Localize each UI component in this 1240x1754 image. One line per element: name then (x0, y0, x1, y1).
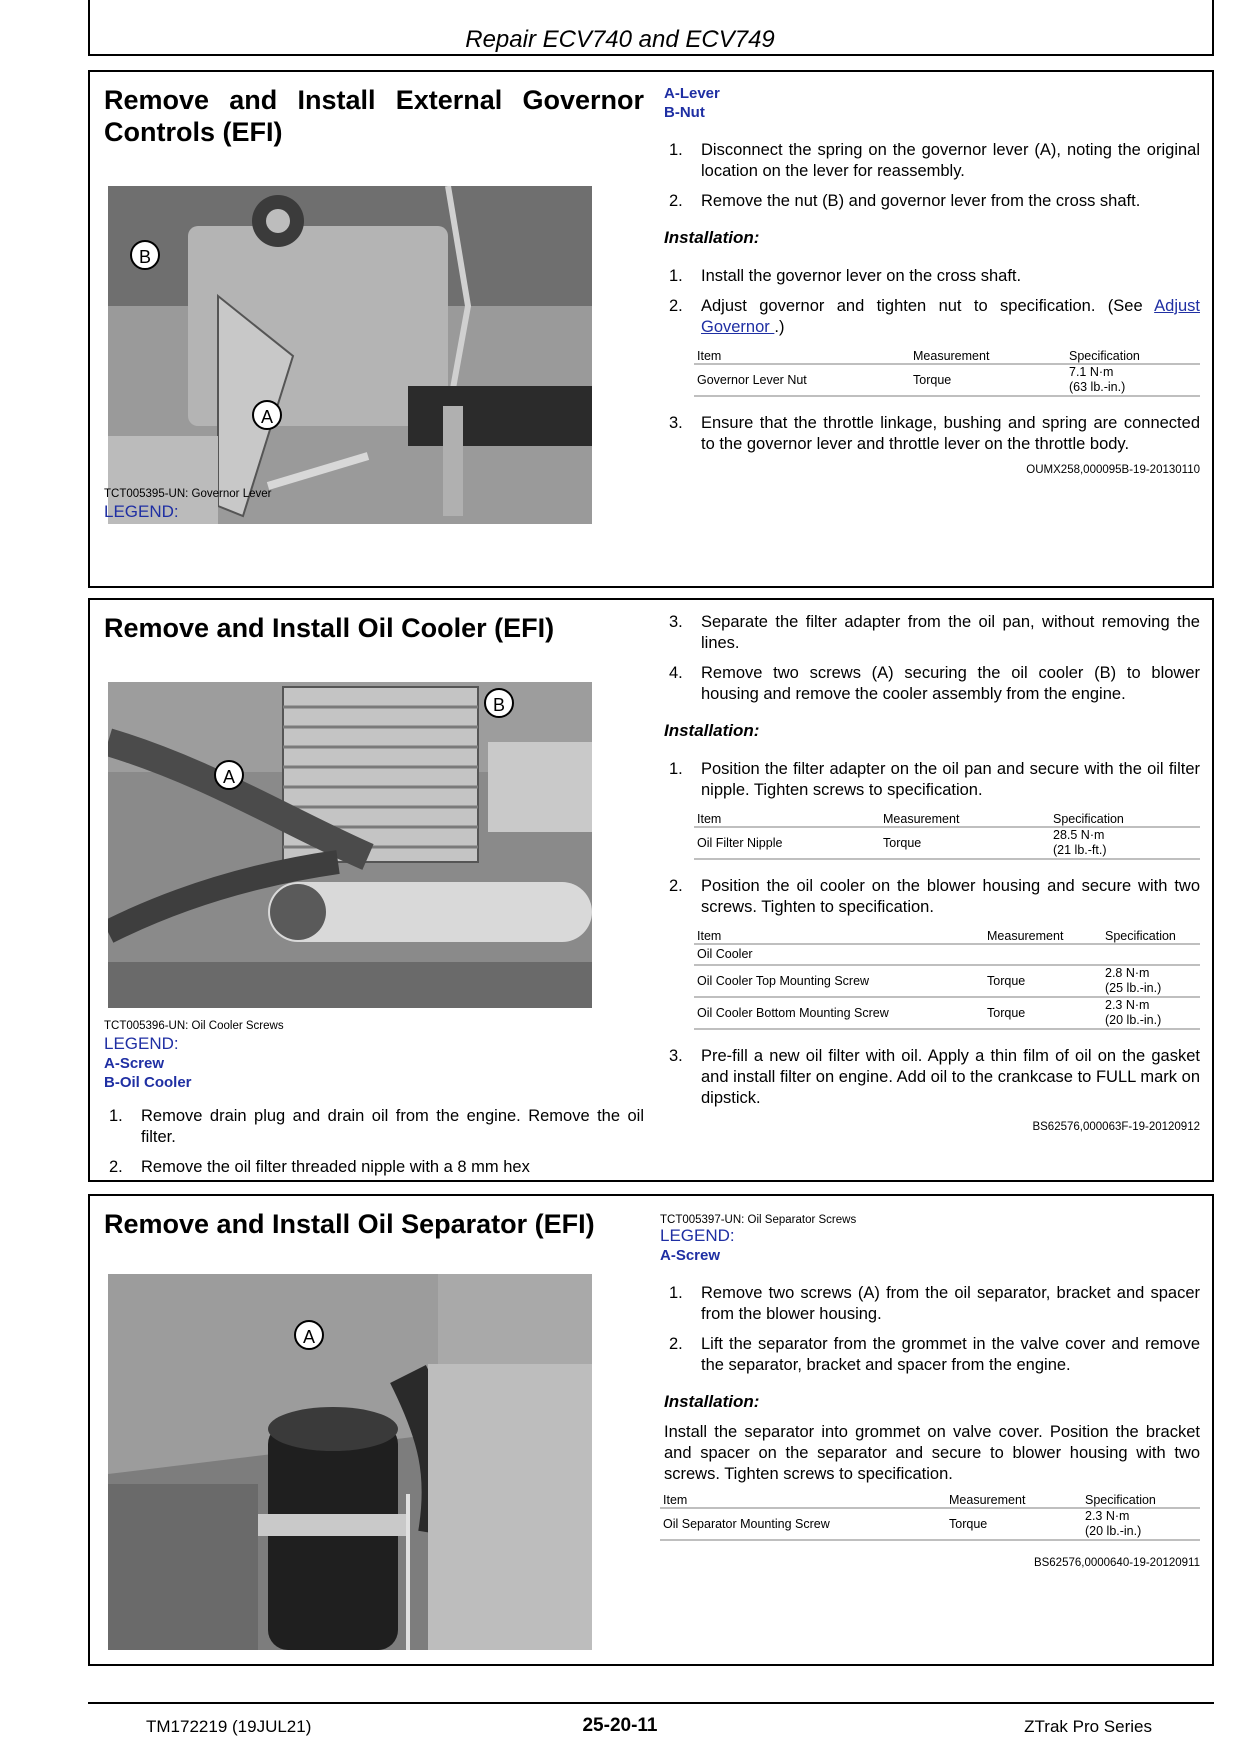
step-number: 4. (669, 664, 683, 682)
legend-item-a-screw: A-Screw (104, 1055, 165, 1072)
step-text: Remove two screws (A) securing the oil cooler (B) to blower housing and remove the cooler assembly from the engine. (701, 664, 1200, 703)
legend-item-b-nut: B-Nut (664, 104, 705, 121)
table-cell: Torque (910, 364, 1066, 396)
section2-right-column (664, 600, 1200, 1133)
table-header: Item (660, 1491, 946, 1508)
list-item (664, 191, 1200, 212)
spec-imperial: (20 lb.-in.) (1085, 1524, 1142, 1538)
spec-imperial: (25 lb.-in.) (1105, 981, 1162, 995)
section-governor-controls (88, 70, 1214, 588)
oil-cooler-photo (108, 682, 592, 1008)
section3-removal-steps (664, 1283, 1200, 1376)
step-text-end: .) (774, 318, 785, 336)
step-number: 2. (669, 297, 683, 315)
step-number: 1. (109, 1107, 123, 1125)
table-header: Measurement (880, 810, 1050, 827)
governor-lever-photo (108, 186, 592, 524)
table-header: Measurement (946, 1491, 1082, 1508)
section2-install-step1 (664, 759, 1200, 801)
section2-install-step3 (664, 1046, 1200, 1109)
list-item (664, 266, 1200, 287)
list-item (664, 140, 1200, 182)
table-cell: Torque (984, 965, 1102, 997)
section1-left-column (104, 72, 644, 148)
list-item (664, 663, 1200, 705)
legend-item-a-screw: A-Screw (660, 1247, 721, 1264)
section1-reference-id: OUMX258,000095B-19-20130110 (1026, 464, 1200, 476)
step-text: Remove drain plug and drain oil from the engine. Remove the oil filter. (141, 1107, 644, 1146)
oil-cooler-photo-drawing (108, 682, 592, 1008)
table-cell: Governor Lever Nut (694, 364, 910, 396)
table-cell (1102, 997, 1200, 1029)
section2-install-step2 (664, 876, 1200, 918)
section3-right-column (660, 1196, 1200, 1569)
list-item (664, 612, 1200, 654)
list-item (664, 759, 1200, 801)
step-number: 1. (669, 267, 683, 285)
footer-manual-id: TM172219 (19JUL21) (146, 1717, 312, 1736)
spec-imperial: (20 lb.-in.) (1105, 1013, 1162, 1027)
step-text: Disconnect the spring on the governor lever (A), noting the original location on the lever for reassembly. (701, 141, 1200, 180)
section1-title: Remove and Install External Governor Controls (EFI) (104, 85, 644, 147)
list-item (664, 1334, 1200, 1376)
spec-metric: 2.3 N·m (1105, 998, 1150, 1012)
section2-title: Remove and Install Oil Cooler (EFI) (104, 613, 555, 643)
list-item (104, 1157, 644, 1178)
table-row (660, 1508, 1200, 1540)
callout-a: A (252, 400, 282, 430)
table-header-row (694, 347, 1200, 364)
table-cell: Torque (984, 997, 1102, 1029)
step-number: 1. (669, 1284, 683, 1302)
callout-b: B (130, 240, 160, 270)
table-row (694, 997, 1200, 1029)
section3-install-text: Install the separator into grommet on valve cover. Position the bracket and spacer on the separator and secure to blower housing with two screws. Tighten screws to specification. (664, 1423, 1200, 1483)
spec-metric: 7.1 N·m (1069, 365, 1114, 379)
table-header: Item (694, 347, 910, 364)
table-header: Specification (1066, 347, 1200, 364)
table-header-row (660, 1491, 1200, 1508)
section2-legend-label: LEGEND: (104, 1034, 179, 1053)
table-cell (1066, 364, 1200, 396)
oil-separator-photo-drawing (108, 1274, 592, 1650)
section1-right-column (664, 72, 1200, 476)
governor-lever-photo-drawing (108, 186, 592, 524)
step-text: Separate the filter adapter from the oil pan, without removing the lines. (701, 613, 1200, 652)
step-text: Remove two screws (A) from the oil separator, bracket and spacer from the blower housing. (701, 1284, 1200, 1323)
table-cell: Oil Cooler Top Mounting Screw (694, 965, 984, 997)
adjust-governor-link[interactable]: Adjust Governor (701, 297, 1200, 336)
callout-b: B (484, 688, 514, 718)
section3-spec-table (660, 1491, 1200, 1541)
section-oil-cooler (88, 598, 1214, 1182)
step-number: 2. (669, 192, 683, 210)
section3-reference-id: BS62576,0000640-19-20120911 (1033, 1557, 1200, 1569)
table-row (694, 965, 1200, 997)
list-item (664, 1283, 1200, 1325)
callout-a: A (214, 760, 244, 790)
table-row (694, 827, 1200, 859)
step-number: 2. (669, 1335, 683, 1353)
section3-title: Remove and Install Oil Separator (EFI) (104, 1209, 595, 1239)
step-text: Adjust governor and tighten nut to specification. (See (701, 297, 1155, 315)
table-cell: Torque (946, 1508, 1082, 1540)
spec-metric: 2.8 N·m (1105, 966, 1150, 980)
table-cell (1050, 827, 1200, 859)
section3-legend-label: LEGEND: (660, 1226, 735, 1245)
spec-metric: 28.5 N·m (1053, 828, 1105, 842)
section1-figure-caption: TCT005395-UN: Governor Lever (104, 488, 272, 500)
section1-spec-table (694, 347, 1200, 397)
footer-rule (88, 1702, 1214, 1704)
list-item (664, 296, 1200, 338)
table-cell: Torque (880, 827, 1050, 859)
section3-left-column (104, 1196, 644, 1240)
step-text: Position the oil cooler on the blower housing and secure with two screws. Tighten to specification. (701, 877, 1200, 916)
step-number: 2. (669, 877, 683, 895)
table-header: Specification (1050, 810, 1200, 827)
page-header-title: Repair ECV740 and ECV749 (465, 26, 775, 53)
legend-item-b-oil-cooler: B-Oil Cooler (104, 1074, 192, 1091)
step-number: 2. (109, 1158, 123, 1176)
table-cell (1102, 965, 1200, 997)
table-header-row (694, 927, 1200, 944)
section1-legend (664, 84, 1200, 122)
list-item (664, 876, 1200, 918)
section-oil-separator (88, 1194, 1214, 1666)
table-group-row (694, 944, 1200, 965)
table-group-cell: Oil Cooler (694, 944, 1200, 965)
table-header: Specification (1082, 1491, 1200, 1508)
step-text: Lift the separator from the grommet in the valve cover and remove the separator, bracket and spacer from the engine. (701, 1335, 1200, 1374)
table-cell: Oil Filter Nipple (694, 827, 880, 859)
section2-figure-caption: TCT005396-UN: Oil Cooler Screws (104, 1020, 284, 1032)
step-text: Remove the nut (B) and governor lever from the cross shaft. (701, 192, 1141, 210)
table-header: Item (694, 927, 984, 944)
table-header: Specification (1102, 927, 1200, 944)
list-item (664, 1046, 1200, 1109)
step-text: Remove the oil filter threaded nipple with a 8 mm hex (141, 1158, 530, 1176)
section1-caption-block (104, 488, 271, 522)
spec-imperial: (63 lb.-in.) (1069, 380, 1126, 394)
step-number: 3. (669, 1047, 683, 1065)
step-text: Position the filter adapter on the oil pan and secure with the oil filter nipple. Tighten screws to specification. (701, 760, 1200, 799)
section1-legend-label: LEGEND: (104, 502, 179, 521)
section1-installation-heading: Installation: (664, 228, 760, 247)
section1-install-step3 (664, 413, 1200, 455)
callout-a: A (294, 1320, 324, 1350)
section2-reference-id: BS62576,000063F-19-20120912 (1032, 1121, 1200, 1133)
step-number: 1. (669, 141, 683, 159)
step-number: 3. (669, 414, 683, 432)
section2-caption-block (104, 1020, 644, 1187)
table-header: Item (694, 810, 880, 827)
table-cell: Oil Cooler Bottom Mounting Screw (694, 997, 984, 1029)
oil-separator-photo (108, 1274, 592, 1650)
section2-left-column (104, 600, 644, 644)
table-header-row (694, 810, 1200, 827)
section2-left-steps (104, 1106, 644, 1178)
step-text: Ensure that the throttle linkage, bushing and spring are connected to the governor lever and throttle lever on the throttle body. (701, 414, 1200, 453)
section2-installation-heading: Installation: (664, 721, 760, 740)
section3-installation-heading: Installation: (664, 1392, 760, 1411)
table-cell (1082, 1508, 1200, 1540)
section2-spec-table-cooler (694, 927, 1200, 1030)
legend-item-a-lever: A-Lever (664, 85, 720, 102)
section2-removal-steps (664, 612, 1200, 705)
section1-install-steps (664, 266, 1200, 338)
spec-metric: 2.3 N·m (1085, 1509, 1130, 1523)
step-number: 1. (669, 760, 683, 778)
list-item (664, 413, 1200, 455)
list-item (104, 1106, 644, 1148)
table-header: Measurement (910, 347, 1066, 364)
section1-removal-steps (664, 140, 1200, 212)
step-text: Pre-fill a new oil filter with oil. Apply a thin film of oil on the gasket and install filter on engine. Add oil to the crankcase to FULL mark on dipstick. (701, 1047, 1200, 1107)
section2-spec-table-nipple (694, 810, 1200, 860)
footer-series: ZTrak Pro Series (1024, 1717, 1152, 1736)
table-cell: Oil Separator Mounting Screw (660, 1508, 946, 1540)
section3-figure-caption: TCT005397-UN: Oil Separator Screws (660, 1214, 857, 1226)
step-number: 3. (669, 613, 683, 631)
table-row (694, 364, 1200, 396)
step-text: Install the governor lever on the cross shaft. (701, 267, 1022, 285)
table-header: Measurement (984, 927, 1102, 944)
footer-page-number: 25-20-11 (582, 1715, 658, 1736)
spec-imperial: (21 lb.-ft.) (1053, 843, 1107, 857)
